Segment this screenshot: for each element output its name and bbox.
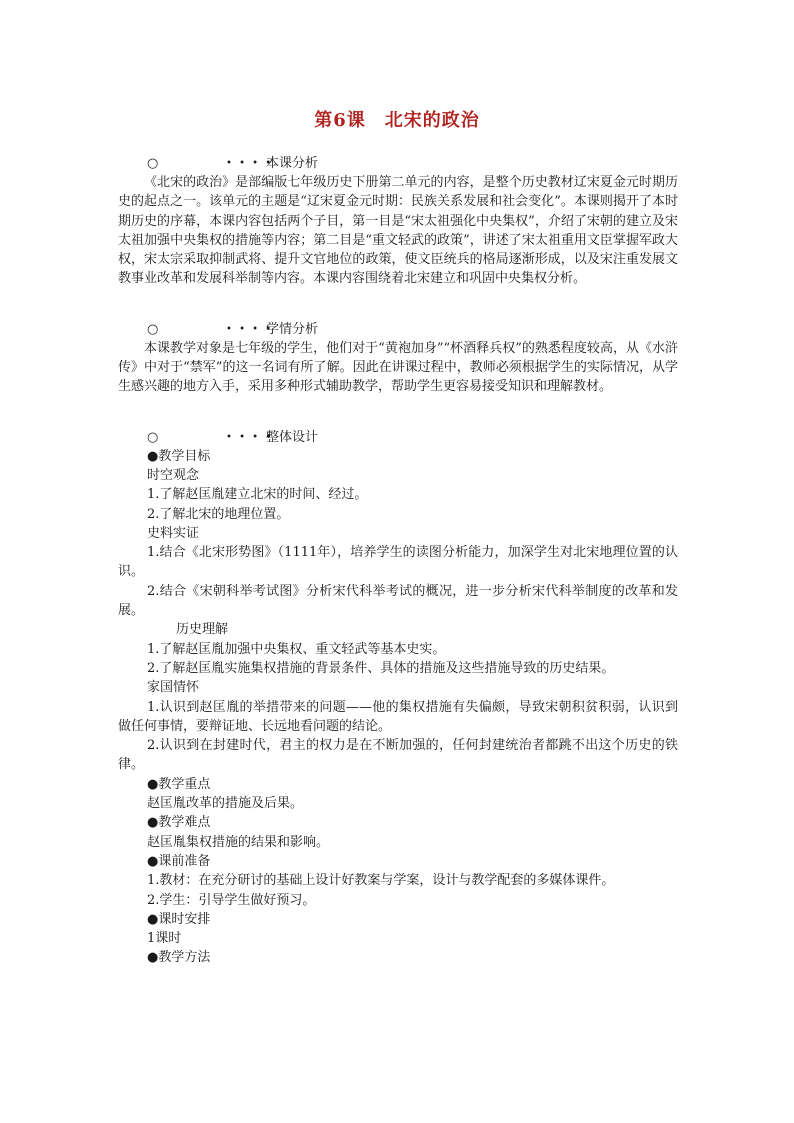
understanding-item: 2.了解赵匡胤实施集权措施的背景条件、具体的措施及这些措施导致的历史结果。 xyxy=(147,660,615,676)
circle-icon: ○ xyxy=(147,321,159,337)
circle-icon: ○ xyxy=(147,429,159,445)
prep-item: 1.教材：在充分研讨的基础上设计好教案与学案，设计与教学配套的多媒体课件。 xyxy=(147,873,615,889)
difficult-text: 赵匡胤集权措施的结果和影响。 xyxy=(147,834,330,850)
key-heading: ●教学重点 xyxy=(147,776,211,792)
dots-icon: • • • • xyxy=(226,323,274,335)
spacetime-item: 2.了解北宋的地理位置。 xyxy=(147,506,290,522)
lesson-content xyxy=(118,154,678,968)
patriotism-item: 1.认识到赵匡胤的举措带来的问题——他的集权措施有失偏颇，导致宋朝积贫积弱，认识到做任何事情，要辩证地、长远地看问题的结论。 xyxy=(118,699,678,734)
students-paragraph: 本课教学对象是七年级的学生，他们对于“黄袍加身”“杯酒释兵权”的熟悉程度较高，从《水浒传》中对于“禁军”的这一名词有所了解。因此在讲课过程中，教师必须根据学生的实际情况，从学生感兴趣的地方入手，采用多种形式辅助教学，帮助学生更容易接受知识和理解教材。 xyxy=(118,340,678,395)
dots-icon: • • • • xyxy=(226,431,274,443)
evidence-item: 1.结合《北宋形势图》（1111年），培养学生的读图分析能力，加深学生对北宋地理位置的认识。 xyxy=(118,545,678,580)
schedule-heading: ●课时安排 xyxy=(147,911,211,927)
spacetime-item: 1.了解赵匡胤建立北宋的时间、经过。 xyxy=(147,487,368,503)
difficult-heading: ●教学难点 xyxy=(147,815,211,831)
circle-icon: ○ xyxy=(147,156,159,171)
patriotism-heading: 家国情怀 xyxy=(147,680,200,696)
prep-item: 2.学生：引导学生做好预习。 xyxy=(147,892,316,908)
section-heading-students xyxy=(118,320,678,339)
spacetime-heading: 时空观念 xyxy=(147,467,200,483)
evidence-heading: 史料实证 xyxy=(147,525,200,541)
prep-heading: ●课前准备 xyxy=(147,853,211,869)
key-text: 赵匡胤改革的措施及后果。 xyxy=(147,796,304,812)
analysis-paragraph: 《北宋的政治》是部编版七年级历史下册第二单元的内容，是整个历史教材辽宋夏金元时期历史的起点之一。该单元的主题是“辽宋夏金元时期：民族关系发展和社会变化”。本课则揭开了本时期历史的序幕，本课内容包括两个子目，第一目是“宋太祖强化中央集权”，介绍了宋朝的建立及宋太祖加强中央集权的措施等内容；第二目是“重文轻武的政策”，讲述了宋太祖重用文臣掌握军政大权，宋太宗采取抑制武将、提升文官地位的政策，使文臣统兵的格局逐渐形成，以及宋注重发展文教事业改革和发展科举制等内容。本课内容围绕着北宋建立和巩固中央集权分析。 xyxy=(118,175,678,287)
dots-icon: • • • • xyxy=(226,158,274,169)
section-label: 本课分析 xyxy=(266,156,319,171)
understanding-item: 1.了解赵匡胤加强中央集权、重文轻武等基本史实。 xyxy=(147,641,446,657)
section-label: 学情分析 xyxy=(266,321,319,337)
section-label: 整体设计 xyxy=(266,429,319,445)
section-heading-design xyxy=(118,428,678,447)
evidence-item: 2.结合《宋朝科举考试图》分析宋代科举考试的概况，进一步分析宋代科举制度的改革和发展。 xyxy=(118,583,678,619)
lesson-title: 第6课 北宋的政治 xyxy=(314,110,480,131)
goal-heading: ●教学目标 xyxy=(147,448,211,464)
patriotism-item: 2.认识到在封建时代，君主的权力是在不断加强的，任何封建统治者都跳不出这个历史的铁律。 xyxy=(118,738,678,773)
section-heading-analysis xyxy=(118,154,678,173)
method-heading: ●教学方法 xyxy=(147,950,211,966)
schedule-text: 1课时 xyxy=(147,931,182,947)
understanding-heading: 历史理解 xyxy=(176,622,229,638)
